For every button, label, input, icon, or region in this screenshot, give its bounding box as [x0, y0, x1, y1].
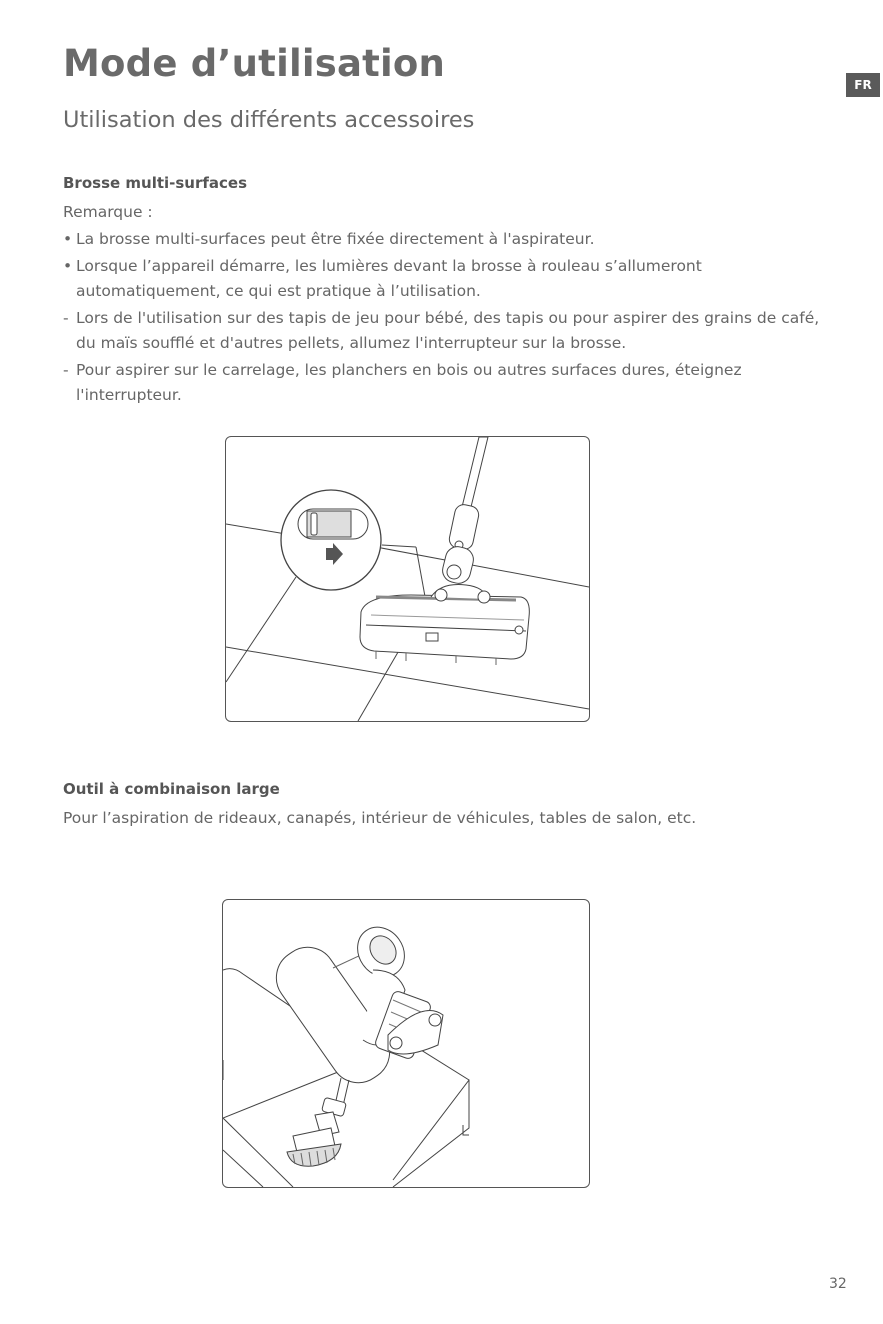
list-item-text: Lorsque l’appareil démarre, les lumières devant la brosse à rouleau s’allumeront automatiquement, ce qui est pratique à l’utilisation. — [76, 257, 702, 300]
language-badge: FR — [846, 73, 880, 97]
list-marker: - — [63, 361, 69, 379]
instruction-list — [63, 227, 843, 410]
section-heading-multi-surface-brush: Brosse multi-surfaces — [63, 174, 248, 192]
page-number: 32 — [829, 1276, 847, 1292]
page-subtitle: Utilisation des différents accessoires — [63, 107, 475, 133]
wide-tool-description: Pour l’aspiration de rideaux, canapés, intérieur de véhicules, tables de salon, etc. — [63, 809, 697, 827]
note-label: Remarque : — [63, 203, 153, 221]
list-item — [63, 306, 843, 356]
section-heading-wide-combo-tool: Outil à combinaison large — [63, 780, 280, 798]
vacuum-handheld-brush-tool-icon — [223, 900, 589, 1187]
list-item-text: Lors de l'utilisation sur des tapis de jeu pour bébé, des tapis ou pour aspirer des grains de café, du maïs soufflé et d'autres pellets, allumez l'interrupteur sur la brosse. — [76, 309, 820, 352]
list-marker: - — [63, 309, 69, 327]
list-item — [63, 227, 843, 252]
list-item — [63, 254, 843, 304]
list-item-text: La brosse multi-surfaces peut être fixée directement à l'aspirateur. — [76, 230, 595, 248]
list-marker: • — [63, 257, 73, 275]
vacuum-floor-brush-switch-icon — [226, 437, 589, 721]
list-item-text: Pour aspirer sur le carrelage, les planchers en bois ou autres surfaces dures, éteignez l'interrupteur. — [76, 361, 742, 404]
floor-brush-figure — [225, 436, 590, 722]
list-item — [63, 358, 843, 408]
wide-tool-figure — [222, 899, 590, 1188]
list-marker: • — [63, 230, 73, 248]
page-title: Mode d’utilisation — [63, 42, 446, 85]
